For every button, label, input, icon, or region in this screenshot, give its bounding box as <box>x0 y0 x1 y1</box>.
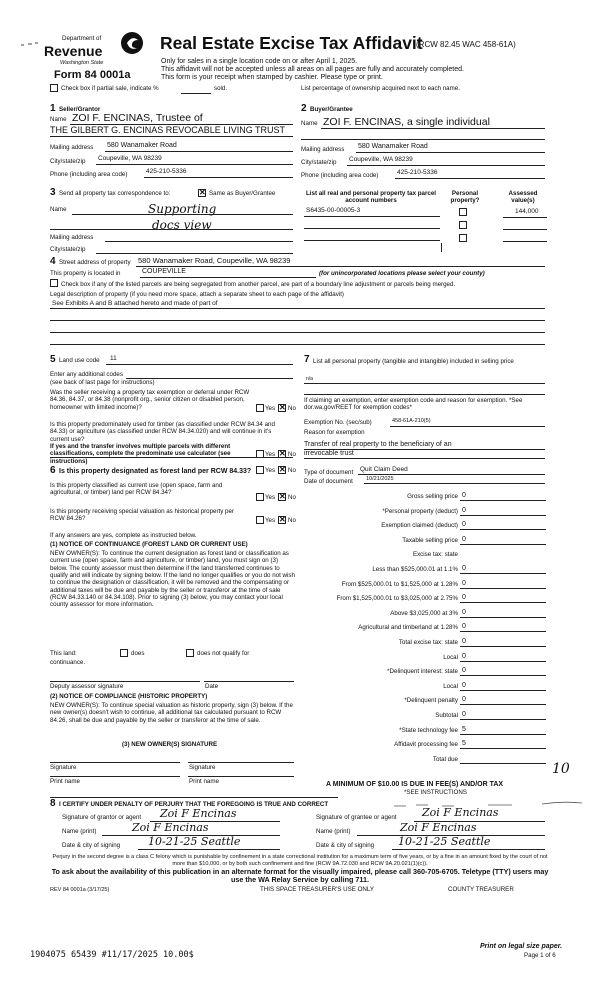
tax-row-line <box>460 617 546 618</box>
tax-row-label: *State technology fee <box>399 727 458 734</box>
tax-row-value[interactable]: 0 <box>462 653 466 660</box>
tax-row-line <box>460 588 546 589</box>
reason-1[interactable]: Transfer of real property to the beneficiary of an <box>304 441 452 448</box>
street-line <box>136 266 545 267</box>
reason-label: Reason for exemption <box>304 429 365 436</box>
exemption-label: Exemption No. (sec/sub) <box>304 419 372 426</box>
tax-row-line <box>460 500 546 501</box>
sec8-certify: I CERTIFY UNDER PENALTY OF PERJURY THAT THE FOREGOING IS TRUE AND CORRECT <box>59 801 329 808</box>
tax-row-line <box>460 661 546 662</box>
legal-line-4 <box>50 344 545 345</box>
buyer-num: 2 <box>301 103 307 114</box>
sec5-q1: Was the seller receiving a property tax exemption or deferral under RCW 84.36, 84.37, or 84.38 (nonprofit org., senior citizen or disabled person, homeowner with limited income)? <box>50 389 250 411</box>
buyer-mailing-line <box>356 152 545 153</box>
legal-line-3 <box>50 332 545 333</box>
tax-row-value[interactable]: 0 <box>462 682 466 689</box>
buyer-name2-line <box>301 139 545 140</box>
cashier-stamp: 1904075 65439 #11/17/2025 10.00$ <box>30 950 194 960</box>
tax-row-value[interactable]: 0 <box>462 565 466 572</box>
grantor-date[interactable]: 10-21-25 Seattle <box>148 835 241 848</box>
tax-row-label: Less than $525,000.01 at 1.1% <box>372 566 458 573</box>
seller-phone-label: Phone (including area code) <box>50 171 128 178</box>
sec5-q2-no: No <box>288 451 296 458</box>
total-due-handwritten: 10 <box>552 761 570 777</box>
doc-date-label: Date of document <box>304 478 353 485</box>
sec6-q2-no: No <box>288 494 296 501</box>
street-label: Street address of property <box>59 259 131 266</box>
page-number: Page 1 of 6 <box>524 952 556 959</box>
tax-row-value[interactable]: 0 <box>462 521 466 528</box>
tax-row-label: From $1,525,000.01 to $3,025,000 at 2.75% <box>336 595 458 602</box>
tax-row-value[interactable]: 0 <box>462 580 466 587</box>
deputy-date-line <box>204 681 294 682</box>
sec5-q2-yes: Yes <box>265 451 276 458</box>
agency-line1: Department of <box>62 35 102 42</box>
treasurer-use-only: THIS SPACE TREASURER'S USE ONLY <box>260 886 374 893</box>
see-back-note: (see back of last page for instructions) <box>50 379 155 386</box>
tax-row-label: Gross selling price <box>407 493 458 500</box>
page-title: Real Estate Excise Tax Affidavit <box>160 33 423 53</box>
tax-row-value[interactable]: 5 <box>462 740 466 747</box>
seller-name-2[interactable]: THE GILBERT G. ENCINAS REVOCABLE LIVING TRUST <box>50 125 286 135</box>
note-3: This form is your receipt when stamped by cashier. Please type or print. <box>161 74 383 81</box>
tax-row-value[interactable]: 0 <box>462 609 466 616</box>
notice1-title: (1) NOTICE OF CONTINUANCE (FOREST LAND OR CURRENT USE) <box>50 541 248 548</box>
sec5-q1-yes: Yes <box>265 405 276 412</box>
deputy-label: Deputy assessor signature <box>50 683 124 690</box>
dor-logo-icon <box>120 31 144 55</box>
sec7-value[interactable]: n/a <box>306 376 313 382</box>
sec3-mailing-label: Mailing address <box>50 234 94 241</box>
sec6-q1-no-box[interactable] <box>278 466 286 474</box>
ownership-note: List percentage of ownership acquired next to each name. <box>301 85 460 92</box>
buyer-name-label: Name <box>301 120 318 127</box>
located-line <box>140 277 316 278</box>
tax-row-line <box>460 675 546 676</box>
sec3-mailing-line <box>105 241 293 242</box>
reason-line-2 <box>304 458 545 459</box>
note-2: This affidavit will not be accepted unless all areas on all pages are fully and accurately completed. <box>161 66 464 73</box>
tax-row-value[interactable]: 0 <box>462 696 466 703</box>
tax-row-value[interactable]: 0 <box>462 667 466 674</box>
street-address[interactable]: 580 Wanamaker Road, Coupeville, WA 98239 <box>138 256 291 265</box>
tick-mark <box>441 243 442 252</box>
sec3-name-label: Name <box>50 206 67 213</box>
does-checkbox[interactable] <box>120 649 128 657</box>
grantee-name[interactable]: Zoi F Encinas <box>400 821 477 834</box>
new-owner-sig-title: (3) NEW OWNER(S) SIGNATURE <box>122 741 218 748</box>
legal-description[interactable]: See Exhibits A and B attached hereto and made of part of <box>52 300 218 307</box>
grantee-date[interactable]: 10-21-25 Seattle <box>398 835 491 848</box>
buyer-city[interactable]: Coupeville, WA 98239 <box>349 156 413 163</box>
sec6-q2: Is this property classified as current use (open space, farm and agricultural, or timber) land per RCW 84.34? <box>50 482 223 497</box>
tax-row-label: Exemption claimed (deduct) <box>381 522 458 529</box>
notice2-body: NEW OWNER(S): To continue special valuation as historic property, sign (3) below. If the new owner(s) doesn't wish to continue, all additional tax calculated pursuant to RCW 84.26, shall be due and payable by the seller or transferor at the time of sale. <box>50 702 293 724</box>
assessed-line-1 <box>503 217 547 218</box>
sec6-q2-yes: Yes <box>265 494 276 501</box>
grantee-date-label: Date & city of signing <box>316 842 375 849</box>
seller-name2-line <box>50 136 293 137</box>
sec6-q1-yes: Yes <box>265 467 276 474</box>
located-label: This property is located in <box>50 270 121 277</box>
seller-num: 1 <box>50 103 56 114</box>
tax-row-line <box>460 544 546 545</box>
does-not-label: does not qualify for <box>197 650 250 657</box>
new-owner-print-line-2 <box>188 776 294 777</box>
tax-row-label: Excise tax: state <box>412 551 458 558</box>
tax-row-line <box>460 573 546 574</box>
tax-row-line <box>460 602 546 603</box>
tax-row-label: *Delinquent penalty <box>404 697 458 704</box>
perjury-notice: Perjury in the second degree is a class C felony which is punishable by confinement in a state correctional institution for a maximum term of five years, or by a fine in an amount fixed by the court of not more than $10,000, or by both such confinement and fine (RCW 9A.72.030 and RCW 9A.20.021(1)(c)). <box>52 854 548 867</box>
sec3-num: 3 <box>50 187 56 198</box>
new-owner-print-line-1 <box>50 776 180 777</box>
parcel-line-2 <box>304 228 440 229</box>
agency-name: Revenue <box>44 43 103 59</box>
grantor-sig-label: Signature of grantor or agent <box>62 814 142 821</box>
grantor-date-line <box>138 849 280 850</box>
personal-col-header: Personal property? <box>450 190 480 205</box>
sec6-label: Is this property designated as forest land per RCW 84.33? <box>59 468 252 475</box>
continuance-label: continuance. <box>50 659 86 666</box>
new-owner-print-label-1: Print name <box>50 778 80 785</box>
assessed-line-2 <box>503 229 547 230</box>
grantee-sig-label: Signature of grantee or agent <box>316 814 397 821</box>
tax-row-label: Local <box>443 683 458 690</box>
deputy-date-label: Date <box>205 683 219 690</box>
doc-type-label: Type of document <box>304 469 354 476</box>
partial-pct-line[interactable] <box>181 93 211 94</box>
sec5-q2-no-box[interactable] <box>278 450 286 458</box>
sec7-line-2 <box>304 394 545 395</box>
grantee-signature[interactable]: Zoi F Encinas <box>422 806 499 819</box>
tax-row-line <box>460 631 546 632</box>
located-note: (for unincorporated locations please select your county) <box>319 270 485 277</box>
tax-row-line <box>460 719 546 720</box>
legal-line-2 <box>50 320 545 321</box>
buyer-phone-line <box>395 178 545 179</box>
tax-row-value[interactable]: 0 <box>462 507 466 514</box>
tax-row-value[interactable]: 0 <box>462 711 466 718</box>
buyer-city-line <box>347 165 545 166</box>
assessed-1[interactable]: 144,000 <box>515 208 539 215</box>
assessed-col-header: Assessed value(s) <box>508 190 538 205</box>
sec7-label: List all personal property (tangible and intangible) included in selling price <box>313 358 514 365</box>
sec6-q3-no: No <box>288 517 296 524</box>
buyer-name-line <box>321 128 545 129</box>
buyer-mailing-label: Mailing address <box>301 146 345 153</box>
tax-row-label: From $525,000.01 to $1,525,000 at 1.28% <box>341 581 458 588</box>
tax-row-line <box>460 515 546 516</box>
sec6-q3-yes-box[interactable] <box>256 516 264 524</box>
tax-row-label: Agricultural and timberland at 1.28% <box>358 624 458 631</box>
tax-row-value[interactable]: 0 <box>462 638 466 645</box>
seller-phone-line <box>144 177 293 178</box>
exemption-intro: If claiming an exemption, enter exemption code and reason for exemption. *See dor.wa.gov/REET for exemption codes* <box>304 397 523 412</box>
sec5-q2-yes-box[interactable] <box>256 450 264 458</box>
seller-mailing-label: Mailing address <box>50 144 94 151</box>
handwritten-docs-view: docs view <box>152 218 212 232</box>
doc-date-line <box>364 483 545 484</box>
tax-row-label: Total due <box>432 756 458 763</box>
sold-label: sold. <box>214 85 228 92</box>
sec8-num: 8 <box>50 798 56 809</box>
sec5-q1-no: No <box>288 405 296 412</box>
does-not-checkbox[interactable] <box>186 649 194 657</box>
sec3-city-line <box>96 253 293 254</box>
new-owner-sig-line-2 <box>188 762 294 763</box>
personal-checkbox-3[interactable] <box>459 234 467 242</box>
tax-row-value[interactable]: 0 <box>462 623 466 630</box>
tax-row-line <box>460 748 546 749</box>
legal-label: Legal description of property (if you need more space, attach a separate sheet to each page of the affidavit) <box>50 291 344 298</box>
legal-line-1 <box>50 308 545 309</box>
seller-phone[interactable]: 425-210-5336 <box>146 168 187 175</box>
segregated-checkbox[interactable] <box>50 279 58 287</box>
grantee-date-line <box>392 849 545 850</box>
grantor-name[interactable]: Zoi F Encinas <box>132 821 209 834</box>
tax-row-line <box>460 704 546 705</box>
exemption-code[interactable]: 458-61A-210(5) <box>392 418 431 424</box>
tax-row-label: Local <box>443 654 458 661</box>
handwritten-supporting: Supporting <box>148 202 217 216</box>
sec3-name-line <box>72 214 293 215</box>
parcel-1[interactable]: S6435-00-00005-3 <box>306 207 361 214</box>
personal-checkbox-2[interactable] <box>459 221 467 229</box>
sec6-q2-yes-box[interactable] <box>256 493 264 501</box>
sec5-q1-no-box[interactable] <box>278 404 286 412</box>
sec6-q3-yes: Yes <box>265 517 276 524</box>
partial-sale-label: Check box if partial sale, indicate % <box>61 85 159 92</box>
tax-row-label: *Personal property (deduct) <box>382 508 458 515</box>
sec5-q1-yes-box[interactable] <box>256 404 264 412</box>
grantee-name-label: Name (print) <box>316 828 351 835</box>
tax-row-line <box>460 734 546 735</box>
form-number: Form 84 0001a <box>54 69 131 81</box>
tax-row-line <box>460 646 546 647</box>
same-as-buyer-label: Same as Buyer/Grantee <box>209 190 276 197</box>
new-owner-sig-label-2: Signature <box>189 764 216 771</box>
minimum-due: A MINIMUM OF $10.00 IS DUE IN FEE(S) AND/OR TAX <box>326 781 504 788</box>
sec7-line-1 <box>304 383 545 384</box>
partial-sale-checkbox[interactable] <box>50 84 58 92</box>
new-owner-print-label-2: Print name <box>189 778 219 785</box>
rcw-ref: (RCW 82.45 WAC 458-61A) <box>416 40 516 49</box>
doc-type-line <box>358 474 545 475</box>
sec6-q1-yes-box[interactable] <box>256 466 264 474</box>
tax-row-label: Above $3,025,000 at 3% <box>390 610 458 617</box>
deputy-line <box>50 681 200 682</box>
see-instructions: *SEE INSTRUCTIONS <box>404 789 467 796</box>
tax-row-label: Subtotal <box>435 712 458 719</box>
sec6-q3: Is this property receiving special valuation as historical property per RCW 84.26? <box>50 508 234 523</box>
notice2-title: (2) NOTICE OF COMPLIANCE (HISTORIC PROPERTY) <box>50 693 208 700</box>
parcel-line-3 <box>304 240 440 241</box>
sec5-q2b: If yes and the transfer involves multiple parcels with different classifications, complete the predominate use calculator (see instructions) <box>50 443 231 465</box>
located-value[interactable]: COUPEVILLE <box>142 268 186 275</box>
grantor-signature[interactable]: Zoi F Encinas <box>160 807 237 820</box>
reason-2[interactable]: irrevocable trust <box>304 450 354 457</box>
sec3-label: Send all property tax correspondence to: <box>59 190 171 197</box>
tax-row-label: Affidavit processing fee <box>394 741 458 748</box>
seller-mailing-line <box>105 151 293 152</box>
seller-name[interactable]: ZOI F. ENCINAS, Trustee of <box>72 112 203 124</box>
sec7-num: 7 <box>304 354 310 365</box>
buyer-phone-label: Phone (including area code) <box>301 172 379 179</box>
seller-city[interactable]: Coupeville, WA 98239 <box>98 155 162 162</box>
grantor-date-label: Date & city of signing <box>62 842 121 849</box>
tax-row-value[interactable]: 0 <box>462 536 466 543</box>
grantor-name-label: Name (print) <box>62 828 97 835</box>
segregated-label: Check box if any of the listed parcels are being segregated from another parcel, are part of a boundary line adjustment or parcels being merged. <box>61 281 456 288</box>
this-land-label: This land: <box>50 650 77 657</box>
does-label: does <box>131 650 145 657</box>
rev-number: REV 84 0001a (3/17/25) <box>50 887 110 893</box>
buyer-name[interactable]: ZOI F. ENCINAS, a single individual <box>323 116 490 128</box>
sec3-city-label: City/state/zip <box>50 246 86 253</box>
sec5-num: 5 <box>50 354 56 365</box>
tax-row-label: *Delinquent interest: state <box>387 668 458 675</box>
sec6-q3-no-box[interactable] <box>278 516 286 524</box>
corner-marks <box>20 34 40 40</box>
land-use-line <box>106 364 293 365</box>
land-use-label: Land use code <box>59 357 100 364</box>
exemption-line <box>390 426 545 427</box>
new-owner-sig-label-1: Signature <box>50 764 77 771</box>
buyer-phone[interactable]: 425-210-5336 <box>397 169 438 176</box>
alt-format-notice: To ask about the availability of this publication in an alternate format for the visually impaired, please call 360-705-6705. Teletype (TTY) users may use the WA Relay Service by calling 711. <box>51 867 549 885</box>
sec6-q1-no: No <box>288 467 296 474</box>
seller-city-line <box>96 164 293 165</box>
tax-row-line <box>460 763 546 764</box>
land-use-code[interactable]: 11 <box>110 355 117 362</box>
tax-row-line <box>460 529 546 530</box>
doc-date[interactable]: 10/21/2025 <box>366 476 394 482</box>
seller-city-label: City/state/zip <box>50 158 86 165</box>
additional-codes-label: Enter any additional codes <box>50 371 123 378</box>
sec6-num: 6 <box>50 465 56 476</box>
doc-type[interactable]: Quit Claim Deed <box>360 466 408 473</box>
county-treasurer: COUNTY TREASURER <box>448 886 514 893</box>
tax-row-value[interactable]: 0 <box>462 492 466 499</box>
seller-mailing[interactable]: 580 Wanamaker Road <box>107 142 177 149</box>
tax-row-label: Taxable selling price <box>402 537 458 544</box>
sec3-name2-line <box>50 229 293 230</box>
sec6-q2-no-box[interactable] <box>278 493 286 501</box>
sec4-num: 4 <box>50 256 56 267</box>
seller-name-label: Name <box>50 116 67 123</box>
same-as-buyer-checkbox[interactable] <box>198 189 206 197</box>
assessed-line-3 <box>503 241 547 242</box>
legal-paper-note: Print on legal size paper. <box>480 943 563 950</box>
note-1: Only for sales in a single location code on or after April 1, 2025. <box>161 58 358 65</box>
buyer-heading: Buyer/Grantee <box>310 106 353 113</box>
tax-row-value[interactable]: 5 <box>462 726 466 733</box>
notice1-body: NEW OWNER(S): To continue the current designation as forest land or classification as current use (open space, farm and agriculture, or timber) land, you must sign on (3) below. The county assessor must then determine if the land transferred continues to qualify and will indicate by signing below. If the land no longer qualifies or you do not wish to continue the designation or classification, it will be removed and the compensating or additional taxes will be due and payable by the seller or transferor at the time of sale (RCW 84.33.140 or 84.34.108). Prior to signing (3) below, you may contact your local county assessor for more information. <box>50 550 295 609</box>
seller-heading: Seller/Grantor <box>59 106 101 113</box>
sec6-if-yes: If any answers are yes, complete as instructed below. <box>50 532 197 539</box>
tax-row-label: Total excise tax: state <box>398 639 458 646</box>
tax-row-line <box>460 690 546 691</box>
tax-row-value[interactable]: 0 <box>462 594 466 601</box>
sec8-top-rule <box>50 797 338 798</box>
parcel-line-1 <box>304 216 440 217</box>
stray-scribble <box>392 795 592 803</box>
agency-state: Washington State <box>60 60 104 66</box>
buyer-mailing[interactable]: 580 Wanamaker Road <box>358 143 428 150</box>
sec5-q2a: Is this property predominately used for timber (as classified under RCW 84.34 and 84.33) or agriculture (as classified under RCW 84.34.020) and will continue in it's current use? <box>50 421 275 443</box>
parcel-col-header: List all real and personal property tax parcel account numbers <box>306 190 436 205</box>
personal-checkbox-1[interactable] <box>459 208 467 216</box>
buyer-city-label: City/state/zip <box>301 159 337 166</box>
new-owner-sig-line-1 <box>50 762 180 763</box>
